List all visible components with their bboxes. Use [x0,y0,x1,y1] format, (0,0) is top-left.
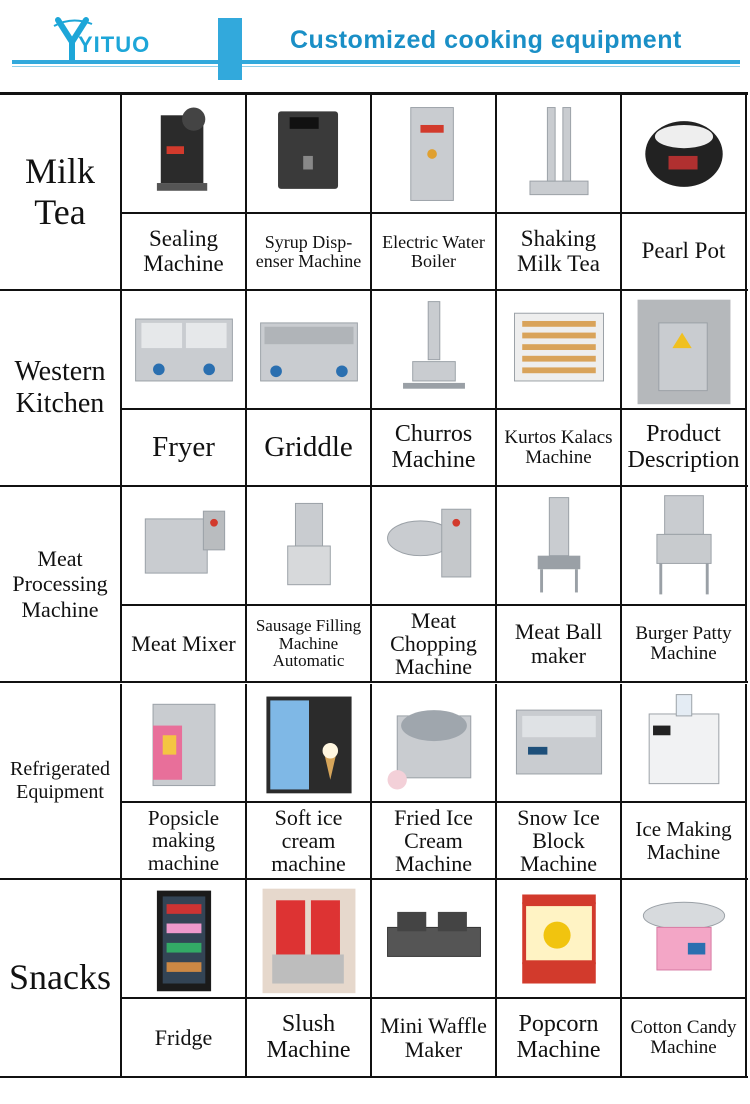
popcorn-machine-icon [499,881,619,997]
product-label-line: Popsicle [147,806,220,831]
product-label-line: Pearl Pot [641,238,726,264]
product-label [372,803,497,878]
category-label-line: Western [14,355,106,387]
churros-machine-icon [374,292,494,408]
category-label [0,880,122,1076]
fridge-photo [122,880,247,999]
product-label [372,999,497,1076]
product-label-line: Sealing [149,226,218,252]
header-rule-thin [12,66,740,67]
product-label [247,410,372,485]
product-label-line: Syrup Disp- [264,231,353,252]
water-boiler-photo [372,95,497,214]
product-label [372,410,497,485]
product-label-line: Machine [650,1036,717,1058]
product-label [622,803,747,878]
waffle-maker-icon [374,881,494,997]
category-label [0,487,122,681]
waffle-maker-photo [372,880,497,999]
product-label [622,606,747,681]
product-label [497,606,622,681]
product-photo [622,291,747,410]
kurtos-kalacs-icon [499,292,619,408]
water-boiler-icon [374,96,494,212]
product-label-line: Meat Ball [514,619,603,645]
griddle-photo [247,291,372,410]
ice-making-photo [622,684,747,803]
product-label-line: Churros [394,421,473,448]
product-label-line: Griddle [264,431,353,464]
category-label [0,291,122,485]
product-label-line: Machine [516,1036,601,1063]
product-label-line: maker [531,642,586,668]
product-label [247,606,372,681]
pearl-pot-photo [622,95,747,214]
fryer-photo [122,291,247,410]
product-label [122,803,247,878]
category-label-line: Processing [12,571,108,597]
product-label [247,214,372,289]
page-header [0,0,750,90]
syrup-dispenser-icon [249,96,369,212]
product-label [372,214,497,289]
product-label-line: Sausage Filling [255,615,362,635]
product-label-line: Fryer [152,431,215,464]
category-row [0,95,748,291]
product-label [497,410,622,485]
product-label-line: Machine [520,851,597,877]
product-label [497,214,622,289]
product-label-line: Popcorn [518,1011,599,1038]
category-label [0,95,122,289]
product-label-line: Kurtos Kalacs [504,426,613,448]
page-title: Customized cooking equipment [290,26,682,54]
product-label-line: Description [627,446,740,473]
product-label-line: Soft ice [274,804,343,830]
category-row [0,291,748,487]
syrup-dispenser-photo [247,95,372,214]
slush-machine-icon [249,881,369,997]
fried-ice-cream-icon [374,685,494,801]
product-label [247,803,372,878]
ice-making-icon [624,685,744,801]
product-label-line: Meat [410,607,457,633]
product-label-line: Fridge [154,1024,213,1050]
popsicle-machine-icon [124,685,244,801]
product-label [622,410,747,485]
product-label-line: Slush [281,1011,336,1038]
product-label-line: Cotton Candy [630,1016,737,1038]
burger-patty-photo [622,487,747,606]
sealing-machine-photo [122,95,247,214]
category-label-line: Machine [21,596,99,622]
product-label-line: Mini Waffle [380,1013,487,1039]
category-label-line: Tea [34,192,86,232]
category-row [0,880,748,1078]
meat-mixer-icon [124,488,244,604]
cotton-candy-photo [622,880,747,999]
product-label-line: Product [646,421,721,448]
sealing-machine-icon [124,96,244,212]
product-label-line: Machine [266,1036,351,1063]
griddle-icon [249,292,369,408]
shaker-icon [499,96,619,212]
product-label-line: Boiler [411,250,456,271]
product-grid [0,92,748,1078]
product-label [247,999,372,1076]
churros-machine-photo [372,291,497,410]
snow-ice-photo [497,684,622,803]
product-label [497,803,622,878]
header-rule [12,60,740,64]
product-label-line: Fried Ice [394,804,473,830]
category-row [0,684,748,880]
slush-machine-photo [247,880,372,999]
product-label-line: Block [532,827,585,853]
product-label-line: machine [147,850,220,875]
product-label-line: Machine [395,851,472,877]
product-label-line: Burger Patty [635,622,732,644]
meat-chopper-photo [372,487,497,606]
product-label-line: Shaking [520,226,597,252]
product-label-line: Machine [391,446,476,473]
logo-text: YITUO [78,32,151,57]
category-label-line: Equipment [16,781,104,803]
meat-chopper-icon [374,488,494,604]
product-label [122,214,247,289]
product-label-line: Ice Making [635,817,732,842]
product-label [622,214,747,289]
product-label-line: Chopping [390,630,477,656]
product-label [122,606,247,681]
popcorn-machine-photo [497,880,622,999]
category-label-line: Meat [37,546,83,572]
product-label-line: Maker [404,1036,463,1062]
fryer-icon [124,292,244,408]
burger-patty-icon [624,488,744,604]
fried-ice-cream-photo [372,684,497,803]
sausage-filler-photo [247,487,372,606]
soft-ice-cream-icon [249,685,369,801]
product-label-line: Electric Water [382,231,485,252]
product-label-line: Machine [646,839,721,864]
category-label-line: Refrigerated [10,758,110,780]
category-label-line: Kitchen [15,388,105,419]
product-label [122,999,247,1076]
product-label-line: Cream [404,827,463,853]
product-label-line: Automatic [272,651,345,671]
popsicle-machine-photo [122,684,247,803]
category-label-line: Milk [24,150,95,191]
soft-ice-cream-photo [247,684,372,803]
meat-mixer-photo [122,487,247,606]
product-label-line: machine [271,851,346,877]
snow-ice-icon [499,685,619,801]
cotton-candy-icon [624,881,744,997]
meatball-maker-icon [499,488,619,604]
product-label [372,606,497,681]
product-label [622,999,747,1076]
kurtos-kalacs-photo [497,291,622,410]
category-row [0,487,748,683]
category-label [0,684,122,878]
product-label-line: Machine [278,633,339,653]
product-label-line: making [151,828,215,853]
sausage-filler-icon [249,488,369,604]
shaker-photo [497,95,622,214]
product-label-line: Meat Mixer [131,630,236,656]
product-icon [624,292,744,408]
product-label-line: Machine [143,250,224,276]
product-label-line: Machine [525,446,592,468]
fridge-icon [124,881,244,997]
product-label-line: Snow Ice [517,804,600,830]
product-label-line: Milk Tea [517,250,600,276]
header-accent-tab [218,18,242,80]
pearl-pot-icon [624,96,744,212]
product-label-line: Machine [650,642,717,664]
product-label-line: enser Machine [255,250,362,271]
category-label-line: Snacks [9,957,111,998]
product-label-line: Machine [395,654,472,680]
product-label [497,999,622,1076]
meatball-maker-photo [497,487,622,606]
product-label [122,410,247,485]
product-label-line: cream [281,827,336,853]
